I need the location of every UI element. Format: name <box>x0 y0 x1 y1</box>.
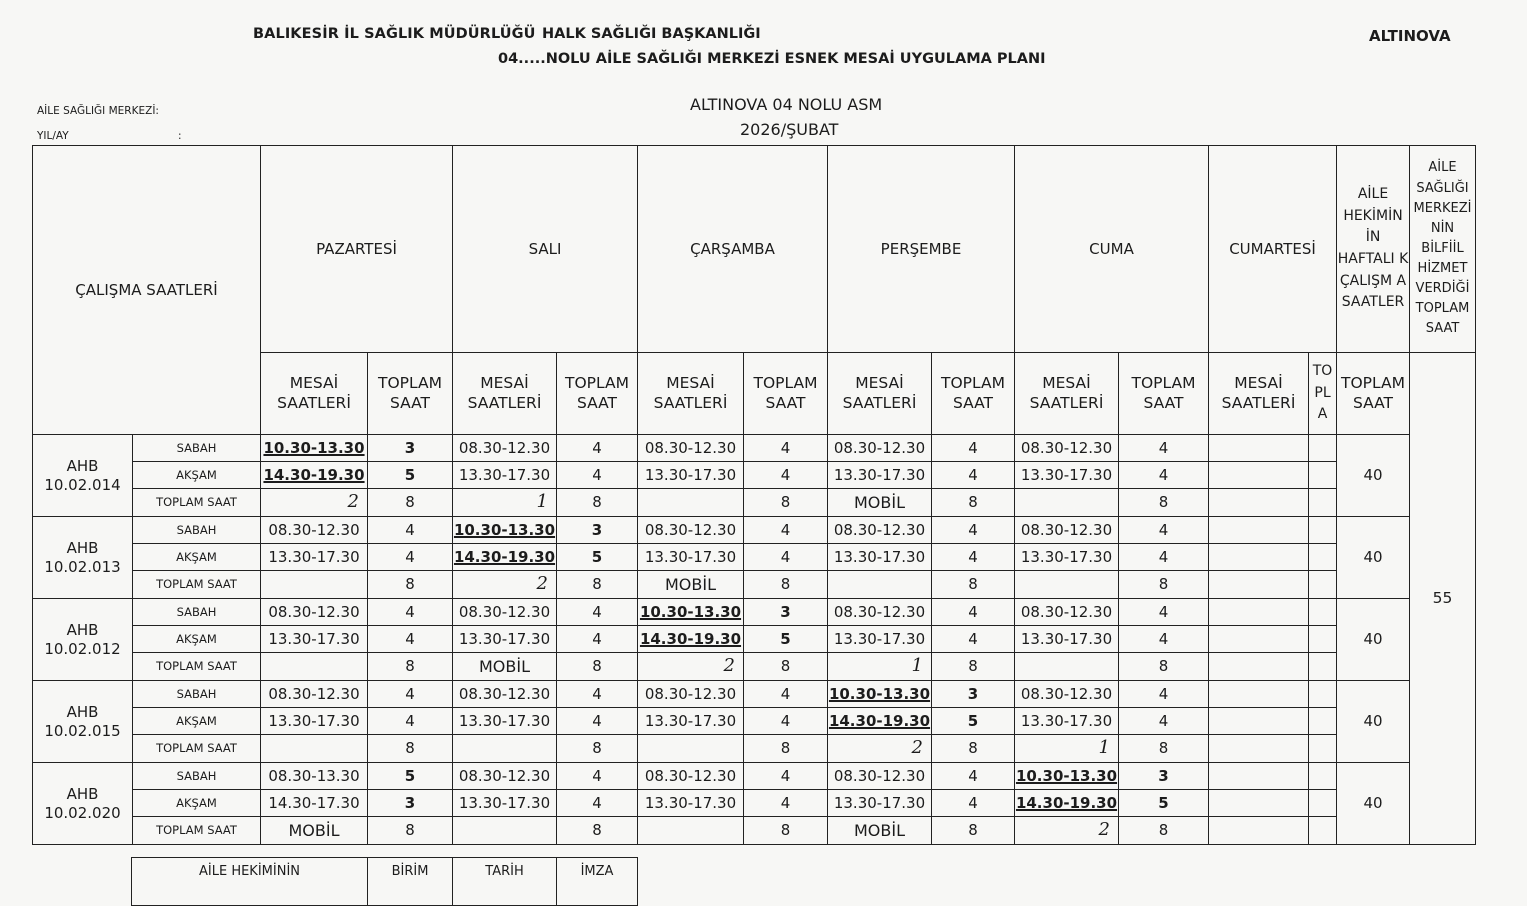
shift-hours-cell: 10.30-13.30 <box>828 681 932 708</box>
shift-total-cell: 4 <box>744 435 828 462</box>
sub-toplam: TOPLAM SAAT <box>744 353 828 435</box>
handwritten-mark: 2 <box>723 655 735 677</box>
sub-mesai: MESAİ SAATLERİ <box>638 353 744 435</box>
shift-hours-cell: 08.30-13.30 <box>261 763 368 790</box>
schedule-row-sabah <box>33 763 1476 790</box>
shift-total-cell: 8 <box>1119 735 1209 763</box>
shift-total-cell: 8 <box>557 489 638 517</box>
shift-total-cell: 4 <box>368 708 453 735</box>
shift-hours-cell: 13.30-17.30 <box>828 626 932 653</box>
schedule-row-sabah <box>33 599 1476 626</box>
shift-hours-cell: 13.30-17.30 <box>261 626 368 653</box>
shift-total-cell: 4 <box>1119 681 1209 708</box>
schedule-row-sabah <box>33 517 1476 544</box>
shift-total-cell: 8 <box>368 489 453 517</box>
sub-toplam: TOPLAM SAAT <box>1119 353 1209 435</box>
shift-total-cell: 4 <box>368 599 453 626</box>
schedule-row-total <box>33 571 1476 599</box>
total-label: TOPLAM SAAT <box>133 571 261 599</box>
shift-hours-cell: MOBİL <box>828 817 932 845</box>
shift-total-cell: 4 <box>557 790 638 817</box>
sub-mesai: MESAİ SAATLERİ <box>261 353 368 435</box>
shift-total-cell: 8 <box>932 489 1015 517</box>
weekly-hours: 40 <box>1337 681 1410 763</box>
total-label: TOPLAM SAAT <box>133 489 261 517</box>
shift-hours-cell <box>1015 571 1119 599</box>
shift-hours-cell <box>1209 653 1309 681</box>
shift-total-cell: 8 <box>744 653 828 681</box>
shift-hours-cell: 13.30-17.30 <box>828 462 932 489</box>
shift-total-cell: 8 <box>557 653 638 681</box>
schedule-row-total <box>33 735 1476 763</box>
shift-hours-cell: 14.30-19.30 <box>261 462 368 489</box>
shift-total-cell: 4 <box>932 462 1015 489</box>
shift-total-cell: 4 <box>744 462 828 489</box>
shift-total-cell <box>1309 653 1337 681</box>
shift-hours-cell <box>453 571 557 599</box>
schedule-row-aksam <box>33 790 1476 817</box>
shift-total-cell <box>1309 544 1337 571</box>
shift-hours-cell <box>453 817 557 845</box>
shift-total-cell: 5 <box>932 708 1015 735</box>
shift-label-sabah: SABAH <box>133 681 261 708</box>
center-total-header: AİLE SAĞLIĞI MERKEZİ NİN BİLFİİL HİZMET VERDİĞİ TOPLAM SAAT <box>1410 146 1476 353</box>
plan-title: 04.....NOLU AİLE SAĞLIĞI MERKEZİ ESNEK MESAİ UYGULAMA PLANI <box>498 51 1046 67</box>
shift-hours-cell: MOBİL <box>453 653 557 681</box>
shift-hours-cell: 13.30-17.30 <box>261 544 368 571</box>
weekly-hours: 40 <box>1337 435 1410 517</box>
shift-total-cell: 4 <box>557 462 638 489</box>
shift-total-cell: 4 <box>368 681 453 708</box>
day-header: CUMARTESİ <box>1209 146 1337 353</box>
shift-total-cell: 4 <box>1119 435 1209 462</box>
shift-total-cell: 3 <box>744 599 828 626</box>
period-label: YIL/AY <box>37 130 69 142</box>
shift-hours-cell: 13.30-17.30 <box>453 790 557 817</box>
shift-total-cell <box>1309 763 1337 790</box>
schedule-row-sabah <box>33 681 1476 708</box>
shift-hours-cell: 08.30-12.30 <box>1015 517 1119 544</box>
shift-hours-cell: 10.30-13.30 <box>638 599 744 626</box>
shift-hours-cell: 13.30-17.30 <box>828 790 932 817</box>
shift-hours-cell <box>638 817 744 845</box>
weekly-hours: 40 <box>1337 599 1410 681</box>
day-header-row <box>33 146 1476 353</box>
sub-mesai: MESAİ SAATLERİ <box>828 353 932 435</box>
shift-hours-cell: 08.30-12.30 <box>828 435 932 462</box>
shift-hours-cell: 08.30-12.30 <box>828 599 932 626</box>
shift-hours-cell <box>1015 489 1119 517</box>
shift-hours-cell: MOBİL <box>261 817 368 845</box>
shift-total-cell: 4 <box>557 435 638 462</box>
schedule-row-aksam <box>33 462 1476 489</box>
shift-hours-cell: 08.30-12.30 <box>828 763 932 790</box>
shift-label-sabah: SABAH <box>133 435 261 462</box>
shift-hours-cell: 08.30-12.30 <box>261 517 368 544</box>
shift-hours-cell <box>1209 735 1309 763</box>
shift-total-cell: 8 <box>1119 817 1209 845</box>
shift-hours-cell <box>453 489 557 517</box>
schedule-row-total <box>33 489 1476 517</box>
shift-total-cell: 4 <box>368 626 453 653</box>
shift-total-cell: 5 <box>1119 790 1209 817</box>
shift-label-aksam: AKŞAM <box>133 790 261 817</box>
footer-physician: AİLE HEKİMİNİN <box>132 858 368 906</box>
shift-hours-cell <box>638 735 744 763</box>
shift-hours-cell <box>261 735 368 763</box>
footer-signature: İMZA <box>557 858 638 906</box>
shift-total-cell: 5 <box>368 763 453 790</box>
shift-total-cell <box>1309 790 1337 817</box>
district-label: ALTINOVA <box>1369 27 1451 45</box>
shift-total-cell: 4 <box>557 763 638 790</box>
shift-hours-cell: 08.30-12.30 <box>828 517 932 544</box>
shift-hours-cell: 08.30-12.30 <box>1015 599 1119 626</box>
sub-toplam: TOPLAM SAAT <box>932 353 1015 435</box>
shift-total-cell: 8 <box>932 653 1015 681</box>
shift-total-cell <box>1309 489 1337 517</box>
shift-hours-cell <box>1209 489 1309 517</box>
sub-toplam: TOPLAM SAAT <box>368 353 453 435</box>
day-header: SALI <box>453 146 638 353</box>
shift-hours-cell <box>1015 735 1119 763</box>
shift-label-sabah: SABAH <box>133 763 261 790</box>
shift-hours-cell: 13.30-17.30 <box>261 708 368 735</box>
shift-hours-cell: 13.30-17.30 <box>1015 462 1119 489</box>
shift-total-cell: 4 <box>932 790 1015 817</box>
shift-total-cell: 8 <box>932 817 1015 845</box>
handwritten-mark: 2 <box>347 491 359 513</box>
shift-hours-cell <box>1015 817 1119 845</box>
shift-hours-cell <box>1209 763 1309 790</box>
shift-total-cell: 8 <box>368 653 453 681</box>
shift-hours-cell: 10.30-13.30 <box>261 435 368 462</box>
schedule-row-aksam <box>33 544 1476 571</box>
handwritten-mark: 1 <box>911 655 923 677</box>
shift-hours-cell <box>1209 462 1309 489</box>
shift-total-cell: 4 <box>1119 599 1209 626</box>
sub-mesai: MESAİ SAATLERİ <box>1015 353 1119 435</box>
shift-total-cell: 3 <box>1119 763 1209 790</box>
shift-hours-cell <box>1209 435 1309 462</box>
shift-hours-cell <box>1209 708 1309 735</box>
shift-label-aksam: AKŞAM <box>133 462 261 489</box>
shift-hours-cell <box>1209 544 1309 571</box>
shift-total-cell: 8 <box>557 571 638 599</box>
shift-hours-cell: 13.30-17.30 <box>638 544 744 571</box>
unit-code: AHB 10.02.020 <box>33 763 133 845</box>
shift-hours-cell <box>261 489 368 517</box>
shift-hours-cell: 13.30-17.30 <box>1015 626 1119 653</box>
shift-total-cell <box>1309 681 1337 708</box>
sub-topla-narrow: TO PL A <box>1309 353 1337 435</box>
shift-total-cell: 8 <box>932 571 1015 599</box>
shift-hours-cell: 13.30-17.30 <box>1015 708 1119 735</box>
shift-total-cell <box>1309 462 1337 489</box>
signature-table <box>131 857 638 906</box>
shift-total-cell: 4 <box>932 763 1015 790</box>
shift-total-cell: 4 <box>744 517 828 544</box>
shift-hours-cell <box>638 489 744 517</box>
shift-hours-cell: MOBİL <box>638 571 744 599</box>
shift-total-cell: 3 <box>932 681 1015 708</box>
shift-total-cell: 4 <box>932 517 1015 544</box>
shift-total-cell: 4 <box>1119 626 1209 653</box>
shift-hours-cell: 08.30-12.30 <box>453 435 557 462</box>
shift-hours-cell: 08.30-12.30 <box>1015 681 1119 708</box>
shift-total-cell <box>1309 517 1337 544</box>
shift-total-cell <box>1309 735 1337 763</box>
shift-hours-cell: 14.30-19.30 <box>828 708 932 735</box>
shift-total-cell: 8 <box>368 817 453 845</box>
schedule-row-total <box>33 653 1476 681</box>
sub-toplam: TOPLAM SAAT <box>557 353 638 435</box>
shift-hours-cell <box>453 735 557 763</box>
schedule-row-aksam <box>33 708 1476 735</box>
shift-total-cell: 4 <box>744 708 828 735</box>
schedule-table <box>32 145 1476 845</box>
shift-hours-cell <box>1209 817 1309 845</box>
schedule-row-sabah <box>33 435 1476 462</box>
shift-total-cell: 4 <box>368 544 453 571</box>
shift-total-cell: 4 <box>744 544 828 571</box>
shift-label-aksam: AKŞAM <box>133 544 261 571</box>
shift-total-cell: 5 <box>368 462 453 489</box>
shift-hours-cell <box>638 653 744 681</box>
presidency-title: HALK SAĞLIĞI BAŞKANLIĞI <box>542 26 761 42</box>
shift-total-cell: 5 <box>557 544 638 571</box>
shift-total-cell: 4 <box>932 435 1015 462</box>
shift-total-cell: 8 <box>932 735 1015 763</box>
shift-total-cell <box>1309 435 1337 462</box>
schedule-row-total <box>33 817 1476 845</box>
shift-total-cell: 4 <box>1119 462 1209 489</box>
sub-toplam: TOPLAM SAAT <box>1337 353 1410 435</box>
schedule-row-aksam <box>33 626 1476 653</box>
weekly-hours-header: AİLE HEKİMİN İN HAFTALI K ÇALIŞM A SAATLER <box>1337 146 1410 353</box>
day-header: PAZARTESİ <box>261 146 453 353</box>
shift-hours-cell <box>261 571 368 599</box>
handwritten-mark: 1 <box>1098 737 1110 759</box>
unit-code: AHB 10.02.012 <box>33 599 133 681</box>
shift-total-cell: 8 <box>368 735 453 763</box>
shift-hours-cell <box>1209 681 1309 708</box>
shift-total-cell: 3 <box>557 517 638 544</box>
shift-hours-cell: 08.30-12.30 <box>453 599 557 626</box>
sub-mesai: MESAİ SAATLERİ <box>453 353 557 435</box>
shift-total-cell: 4 <box>368 517 453 544</box>
shift-hours-cell: 13.30-17.30 <box>638 790 744 817</box>
shift-hours-cell: 10.30-13.30 <box>1015 763 1119 790</box>
shift-total-cell: 3 <box>368 435 453 462</box>
shift-total-cell: 4 <box>744 681 828 708</box>
shift-total-cell: 4 <box>557 681 638 708</box>
shift-hours-cell: 10.30-13.30 <box>453 517 557 544</box>
shift-hours-cell: 14.30-19.30 <box>453 544 557 571</box>
shift-hours-cell: 13.30-17.30 <box>1015 544 1119 571</box>
shift-total-cell: 8 <box>1119 653 1209 681</box>
shift-total-cell <box>1309 599 1337 626</box>
shift-hours-cell <box>828 571 932 599</box>
shift-hours-cell: 08.30-12.30 <box>261 681 368 708</box>
center-value: ALTINOVA 04 NOLU ASM <box>690 95 883 114</box>
directorate-title: BALIKESİR İL SAĞLIK MÜDÜRLÜĞÜ <box>253 26 536 42</box>
shift-total-cell: 4 <box>557 708 638 735</box>
shift-hours-cell: 08.30-12.30 <box>638 763 744 790</box>
shift-hours-cell: 13.30-17.30 <box>453 462 557 489</box>
shift-total-cell: 4 <box>557 626 638 653</box>
shift-hours-cell <box>261 653 368 681</box>
shift-total-cell: 8 <box>744 735 828 763</box>
shift-total-cell: 8 <box>744 489 828 517</box>
shift-total-cell: 8 <box>744 817 828 845</box>
weekly-hours: 40 <box>1337 763 1410 845</box>
shift-hours-cell: 13.30-17.30 <box>453 626 557 653</box>
shift-hours-cell: 08.30-12.30 <box>638 517 744 544</box>
shift-total-cell: 4 <box>932 599 1015 626</box>
shift-hours-cell: 14.30-17.30 <box>261 790 368 817</box>
footer-date: TARİH <box>453 858 557 906</box>
handwritten-mark: 2 <box>911 737 923 759</box>
shift-hours-cell <box>828 735 932 763</box>
shift-hours-cell: 14.30-19.30 <box>1015 790 1119 817</box>
center-label: AİLE SAĞLIĞI MERKEZİ: <box>37 105 159 117</box>
shift-hours-cell <box>1209 571 1309 599</box>
shift-total-cell: 8 <box>557 817 638 845</box>
shift-hours-cell: MOBİL <box>828 489 932 517</box>
day-header: CUMA <box>1015 146 1209 353</box>
shift-hours-cell: 13.30-17.30 <box>828 544 932 571</box>
shift-total-cell: 8 <box>557 735 638 763</box>
shift-total-cell: 4 <box>932 544 1015 571</box>
shift-hours-cell <box>1209 626 1309 653</box>
shift-hours-cell: 08.30-12.30 <box>638 681 744 708</box>
shift-hours-cell: 08.30-12.30 <box>638 435 744 462</box>
handwritten-mark: 1 <box>536 491 548 513</box>
shift-total-cell: 4 <box>932 626 1015 653</box>
shift-total-cell: 4 <box>744 790 828 817</box>
shift-hours-cell <box>1209 790 1309 817</box>
day-header: PERŞEMBE <box>828 146 1015 353</box>
shift-hours-cell: 08.30-12.30 <box>453 681 557 708</box>
unit-code: AHB 10.02.014 <box>33 435 133 517</box>
center-total-value: 55 <box>1410 353 1476 845</box>
unit-code: AHB 10.02.013 <box>33 517 133 599</box>
shift-hours-cell: 08.30-12.30 <box>261 599 368 626</box>
shift-total-cell: 4 <box>744 763 828 790</box>
period-colon: : <box>178 130 182 142</box>
corner-cell: ÇALIŞMA SAATLERİ <box>33 146 261 435</box>
shift-total-cell <box>1309 708 1337 735</box>
day-header: ÇARŞAMBA <box>638 146 828 353</box>
shift-total-cell: 8 <box>1119 489 1209 517</box>
period-value: 2026/ŞUBAT <box>740 120 839 139</box>
shift-hours-cell <box>1209 599 1309 626</box>
shift-total-cell: 5 <box>744 626 828 653</box>
shift-total-cell: 4 <box>1119 708 1209 735</box>
sub-mesai: MESAİ SAATLERİ <box>1209 353 1309 435</box>
footer-unit: BİRİM <box>368 858 453 906</box>
shift-hours-cell: 13.30-17.30 <box>638 708 744 735</box>
shift-total-cell: 8 <box>368 571 453 599</box>
shift-hours-cell: 13.30-17.30 <box>453 708 557 735</box>
shift-total-cell: 4 <box>1119 544 1209 571</box>
shift-hours-cell: 08.30-12.30 <box>453 763 557 790</box>
shift-total-cell: 4 <box>1119 517 1209 544</box>
shift-hours-cell: 13.30-17.30 <box>638 462 744 489</box>
shift-label-sabah: SABAH <box>133 517 261 544</box>
shift-label-aksam: AKŞAM <box>133 626 261 653</box>
weekly-hours: 40 <box>1337 517 1410 599</box>
handwritten-mark: 2 <box>536 573 548 595</box>
total-label: TOPLAM SAAT <box>133 735 261 763</box>
shift-label-sabah: SABAH <box>133 599 261 626</box>
shift-hours-cell <box>1015 653 1119 681</box>
shift-hours-cell <box>1209 517 1309 544</box>
shift-total-cell: 4 <box>557 599 638 626</box>
shift-label-aksam: AKŞAM <box>133 708 261 735</box>
shift-hours-cell: 08.30-12.30 <box>1015 435 1119 462</box>
unit-code: AHB 10.02.015 <box>33 681 133 763</box>
total-label: TOPLAM SAAT <box>133 653 261 681</box>
shift-total-cell: 8 <box>1119 571 1209 599</box>
shift-total-cell <box>1309 626 1337 653</box>
shift-total-cell: 8 <box>744 571 828 599</box>
total-label: TOPLAM SAAT <box>133 817 261 845</box>
shift-total-cell <box>1309 571 1337 599</box>
shift-hours-cell <box>828 653 932 681</box>
shift-hours-cell: 14.30-19.30 <box>638 626 744 653</box>
handwritten-mark: 2 <box>1098 819 1110 841</box>
shift-total-cell: 3 <box>368 790 453 817</box>
shift-total-cell <box>1309 817 1337 845</box>
